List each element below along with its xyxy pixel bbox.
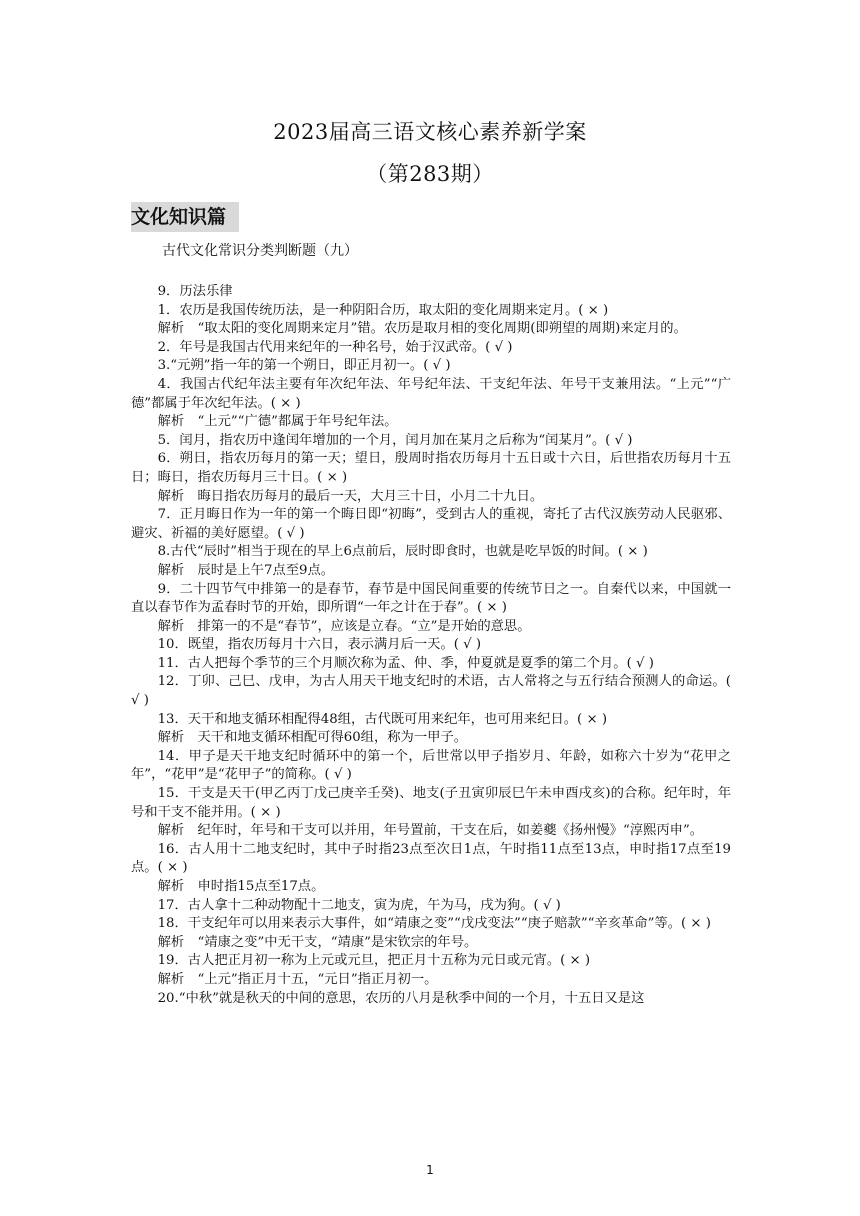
explanation-paragraph: 解析 纪年时，年号和干支可以并用，年号置前，干支在后，如姜夔《扬州慢》“淳熙丙申”。 bbox=[157, 823, 704, 839]
question-paragraph: 12．丁卯、己巳、戊申，为古人用天干地支纪时的术语，古人常将之与五行结合预测人的命运。( √ ) bbox=[131, 674, 731, 709]
question-paragraph: 6．朔日，指农历每月的第一天；望日，殷周时指农历每月十五日或十六日，后世指农历每月十五日；晦日，指农历每月三十日。( × ) bbox=[131, 451, 731, 485]
explanation-paragraph: 解析 申时指15点至17点。 bbox=[157, 879, 325, 894]
question-paragraph: 16．古人用十二地支纪时，其中子时指23点至次日1点，午时指11点至13点，申时指17点至19点。( × ) bbox=[131, 841, 731, 876]
page-number: 1 bbox=[426, 1163, 434, 1177]
question-paragraph: 3.“元朔”指一年的第一个朔日，即正月初一。( √ ) bbox=[157, 358, 451, 374]
question-paragraph: 7．正月晦日作为一年的第一个晦日即“初晦”，受到古人的重视，寄托了古代汉族劳动人民驱邪、避灾、祈福的美好愿望。( √ ) bbox=[131, 507, 731, 541]
explanation-paragraph: 解析 天干和地支循环相配可得60组，称为一甲子。 bbox=[157, 730, 468, 746]
explanation-paragraph: 解析 “上元”指正月十五，“元日”指正月初一。 bbox=[157, 971, 438, 987]
question-paragraph: 14．甲子是天干地支纪时循环中的第一个，后世常以甲子指岁月、年龄，如称六十岁为“花甲之年”，“花甲”是“花甲子”的简称。( √ ) bbox=[131, 748, 731, 783]
question-paragraph: 8.古代“辰时”相当于现在的早上6点前后，辰时即食时，也就是吃早饭的时间。( × ) bbox=[157, 544, 648, 560]
section-subtitle: 古代文化常识分类判断题（九） bbox=[162, 243, 358, 259]
section-heading: 文化知识篇 bbox=[131, 202, 239, 232]
document-title: 2023届高三语文核心素养新学案 bbox=[273, 120, 587, 144]
question-paragraph: 15．干支是天干(甲乙丙丁戊己庚辛壬癸)、地支(子丑寅卯辰巳午未申酉戌亥)的合称。纪年时，年号和干支不能并用。( × ) bbox=[131, 786, 731, 820]
question-paragraph: 5．闰月，指农历中逢闰年增加的一个月，闰月加在某月之后称为“闰某月”。( √ ) bbox=[157, 432, 633, 448]
explanation-paragraph: 解析 “上元”“广德”都属于年号纪年法。 bbox=[157, 414, 398, 430]
question-paragraph: 2．年号是我国古代用来纪年的一种名号，始于汉武帝。( √ ) bbox=[157, 339, 513, 355]
question-paragraph: 9．二十四节气中排第一的是春节，春节是中国民间重要的传统节日之一。自秦代以来，中国就一直以春节作为孟春时节的开始，即所谓“一年之计在于春”。( × ) bbox=[131, 581, 731, 616]
explanation-paragraph: 解析 排第一的不是“春节”，应该是立春。“立”是开始的意思。 bbox=[157, 618, 531, 634]
question-paragraph: 20.“中秋”就是秋天的中间的意思，农历的八月是秋季中间的一个月，十五日又是这 bbox=[157, 990, 645, 1006]
question-paragraph: 17．古人拿十二种动物配十二地支，寅为虎，午为马，戌为狗。( √ ) bbox=[157, 897, 561, 913]
question-paragraph: 10．既望，指农历每月十六日，表示满月后一天。( √ ) bbox=[157, 637, 482, 653]
question-paragraph: 19．古人把正月初一称为上元或元旦，把正月十五称为元日或元宵。( × ) bbox=[157, 953, 591, 969]
explanation-paragraph: 解析 辰时是上午7点至9点。 bbox=[157, 562, 335, 578]
explanation-paragraph: 解析 晦日指农历每月的最后一天，大月三十日，小月二十九日。 bbox=[157, 488, 544, 504]
question-paragraph: 11．古人把每个季节的三个月顺次称为孟、仲、季，仲夏就是夏季的第二个月。( √ ) bbox=[157, 655, 654, 671]
question-paragraph: 18．干支纪年可以用来表示大事件，如“靖康之变”“戊戌变法”“庚子赔款”“辛亥革命”等。( × ) bbox=[157, 916, 711, 932]
document-body bbox=[131, 283, 731, 1008]
question-paragraph: 4．我国古代纪年法主要有年次纪年法、年号纪年法、干支纪年法、年号干支兼用法。“上元”“广德”都属于年次纪年法。( × ) bbox=[131, 376, 731, 411]
explanation-paragraph: 解析 “取太阳的变化周期来定月”错。农历是取月相的变化周期(即朔望的周期)来定月的。 bbox=[157, 321, 687, 337]
issue-number: （第283期） bbox=[366, 162, 494, 186]
question-paragraph: 9．历法乐律 bbox=[157, 284, 233, 299]
question-paragraph: 1．农历是我国传统历法，是一种阴阳合历，取太阳的变化周期来定月。( × ) bbox=[157, 302, 609, 318]
explanation-paragraph: 解析 “靖康之变”中无干支，“靖康”是宋钦宗的年号。 bbox=[157, 934, 478, 950]
question-paragraph: 13．天干和地支循环相配得48组，古代既可用来纪年，也可用来纪日。( × ) bbox=[157, 711, 608, 727]
